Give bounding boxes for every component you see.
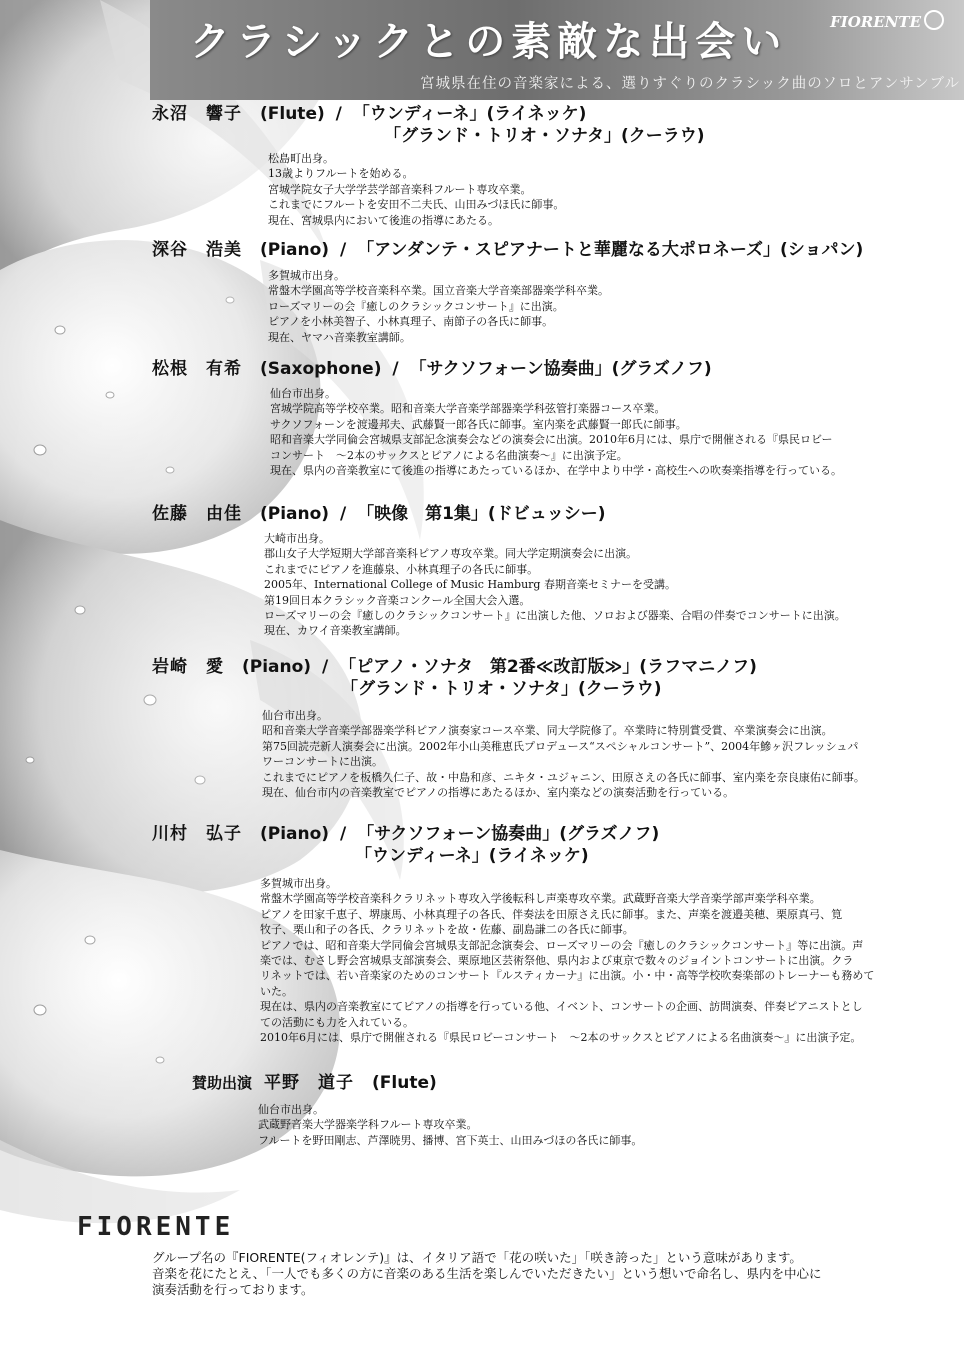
bio-line: 多賀城市出身。 bbox=[260, 877, 337, 890]
bio-line: 2010年6月には、県庁で開催される『県民ロビーコンサート ～2本のサックスとピアノによる名曲演奏～』に出演予定。 bbox=[260, 1031, 862, 1045]
bio-line: ピアノを小林美智子、小林真理子、南節子の各氏に師事。 bbox=[268, 315, 554, 329]
bio-line: 第75回読売新人演奏会に出演。2002年小山美稚恵氏プロデュース“スペシャルコンサート”、2004年鰺ヶ沢フレッシュパ bbox=[262, 739, 859, 753]
performer-work: 「ウンディーネ」(ライネッケ) bbox=[355, 846, 589, 866]
heading-separator: / bbox=[321, 657, 329, 677]
performer-work: 「グランド・トリオ・ソナタ」(クーラウ) bbox=[384, 126, 705, 146]
performer-instrument: (Piano) bbox=[260, 824, 330, 844]
performer-instrument: (Flute) bbox=[260, 104, 325, 124]
bio-line: 松島町出身。 bbox=[268, 152, 334, 165]
performer-work: 「ピアノ・ソナタ 第2番≪改訂版≫」(ラフマニノフ) bbox=[339, 657, 757, 677]
bio-line: 多賀城市出身。 bbox=[268, 269, 345, 282]
bio-line: ピアノを田家千恵子、堺康馬、小林真理子の各氏、伴奏法を田原さえ氏に師事。また、声楽を渡邉美穂、栗原真弓、筧 bbox=[260, 907, 843, 921]
performer-work: 「サクソフォーン協奏曲」(グラズノフ) bbox=[409, 359, 712, 379]
performer-work: 「グランド・トリオ・ソナタ」(クーラウ) bbox=[341, 679, 662, 699]
bio-line: ピアノでは、昭和音楽大学同倫会宮城県支部記念演奏会、ローズマリーの会『癒しのクラシックコンサート』等に出演。声 bbox=[260, 938, 864, 952]
bio-line: 常盤木学園高等学校音楽科卒業。国立音楽大学音楽部器楽学科卒業。 bbox=[268, 284, 609, 298]
performer-heading bbox=[152, 503, 605, 525]
group-title: FIORENTE bbox=[77, 1212, 235, 1242]
performer-name: 松根 有希 bbox=[152, 359, 242, 379]
bio-line: これまでにフルートを安田不二夫氏、山田みづほ氏に師事。 bbox=[268, 198, 565, 212]
bio-line: フルートを野田剛志、芦澤暁男、播博、宮下英士、山田みづほの各氏に師事。 bbox=[258, 1133, 643, 1147]
bio-line: ての活動にも力を入れている。 bbox=[260, 1015, 414, 1029]
bio-line: 楽では、むさし野会宮城県支部演奏会、栗原地区芸術祭他、県内および東京で数々のジョイントコンサートに出演。クラ bbox=[260, 954, 854, 968]
performer-work: 「ウンディーネ」(ライネッケ) bbox=[352, 104, 587, 124]
performer-work: 「映像 第1集」(ドビュッシー) bbox=[357, 504, 606, 524]
heading-separator: / bbox=[339, 240, 347, 260]
bio-line: 昭和音楽大学音楽学部器楽学科ピアノ演奏家コース卒業、同大学院修了。卒業時に特別賞受賞、卒業演奏会に出演。 bbox=[262, 724, 833, 738]
performer-name: 佐藤 由佳 bbox=[152, 504, 242, 524]
bio-line: 仙台市出身。 bbox=[270, 387, 336, 400]
bio-line: 仙台市出身。 bbox=[262, 709, 328, 722]
bio-line: 現在、宮城県内において後進の指導にあたる。 bbox=[268, 213, 499, 227]
performer-name: 永沼 響子 bbox=[152, 104, 242, 124]
performer-entry bbox=[152, 823, 659, 867]
bio-line: これまでにピアノを板橋久仁子、故・中島和彦、ニキタ・ユジャニン、田原さえの各氏に師事、室内楽を奈良康佑に師事。 bbox=[262, 770, 865, 784]
description-line: グループ名の『FIORENTE(フィオレンテ)』は、イタリア語で「花の咲いた」「咲き誇った」という意味があります。 bbox=[152, 1250, 802, 1265]
performer-heading bbox=[192, 1072, 437, 1094]
performer-bio bbox=[268, 151, 564, 228]
brand-logo bbox=[830, 10, 944, 31]
bio-line: 現在、県内の音楽教室にて後進の指導にあたっているほか、在学中より中学・高校生への吹奏楽指導を行っている。 bbox=[270, 464, 842, 478]
guest-label: 賛助出演 bbox=[192, 1074, 253, 1092]
performer-heading bbox=[152, 823, 659, 845]
bio-line: いた。 bbox=[260, 984, 293, 998]
bio-line: 現在、ヤマハ音楽教室講師。 bbox=[268, 330, 411, 344]
performer-heading bbox=[152, 103, 705, 125]
performer-name: 岩崎 愛 bbox=[152, 657, 224, 677]
bio-line: 郡山女子大学短期大学部音楽科ピアノ専攻卒業。同大学定期演奏会に出演。 bbox=[264, 547, 638, 561]
performer-work: 「アンダンテ・スピアナートと華麗なる大ポロネーズ」(ショパン) bbox=[357, 240, 864, 260]
bio-line: 現在は、県内の音楽教室にてピアノの指導を行っている他、イベント、コンサートの企画、訪問演奏、伴奏ピアニストとし bbox=[260, 1000, 863, 1014]
bio-line: 現在、仙台市内の音楽教室でピアノの指導にあたるほか、室内楽などの演奏活動を行っている。 bbox=[262, 786, 735, 800]
bio-line: ワーコンサートに出演。 bbox=[262, 755, 383, 769]
performer-name: 平野 道子 bbox=[264, 1073, 355, 1093]
bio-line: リネットでは、若い音楽家のためのコンサート『ルスティカーナ』に出演。小・中・高等学校吹奏楽部のトレーナーも務めて bbox=[260, 969, 875, 983]
heading-separator: / bbox=[392, 359, 399, 379]
performer-entry bbox=[152, 103, 705, 147]
bio-line: 第19回日本クラシック音楽コンクール全国大会入選。 bbox=[264, 593, 531, 607]
performer-entry bbox=[152, 503, 605, 525]
page-subtitle: 宮城県在住の音楽家による、選りすぐりのクラシック曲のソロとアンサンブル bbox=[420, 76, 961, 92]
bio-line: 宮城学院女子大学学芸学部音楽科フルート専攻卒業。 bbox=[268, 182, 532, 196]
description-line: 音楽を花にたとえ、「一人でも多くの方に音楽のある生活を楽しんでいただきたい」という想いで命名し、県内を中心に bbox=[152, 1266, 822, 1281]
performer-heading bbox=[152, 358, 712, 380]
performer-bio bbox=[270, 386, 842, 478]
performer-name: 川村 弘子 bbox=[152, 824, 242, 844]
bio-line: 13歳よりフルートを始める。 bbox=[268, 167, 414, 181]
bio-line: ローズマリーの会『癒しのクラシックコンサート』に出演した他、ソロおよび器楽、合唱の伴奏でコンサートに出演。 bbox=[264, 609, 846, 623]
performer-name: 深谷 浩美 bbox=[152, 240, 242, 260]
performer-work: 「サクソフォーン協奏曲」(グラズノフ) bbox=[357, 824, 660, 844]
bio-line: サクソフォーンを渡邊邦夫、武藤賢一郎各氏に師事。室内楽を武藤賢一郎氏に師事。 bbox=[270, 417, 687, 431]
performer-bio bbox=[260, 876, 874, 1045]
bio-line: 宮城学院高等学校卒業。昭和音楽大学音楽学部器楽学科弦管打楽器コース卒業。 bbox=[270, 402, 666, 416]
bio-line: コンサート ～2本のサックスとピアノによる名曲演奏～』に出演予定。 bbox=[270, 448, 628, 462]
performer-heading bbox=[152, 656, 757, 678]
performer-entry bbox=[152, 656, 757, 700]
performer-instrument: (Saxophone) bbox=[260, 359, 382, 379]
performer-instrument: (Piano) bbox=[260, 504, 330, 524]
bio-line: ローズマリーの会『癒しのクラシックコンサート』に出演。 bbox=[268, 299, 564, 313]
performer-heading bbox=[152, 239, 863, 261]
performer-bio bbox=[264, 531, 846, 639]
bio-line: 2005年、International College of Music Hamburg 春期音楽セミナーを受講。 bbox=[264, 578, 676, 592]
heading-separator: / bbox=[339, 824, 347, 844]
description-line: 演奏活動を行っております。 bbox=[152, 1282, 314, 1297]
performer-entry bbox=[152, 358, 712, 380]
guest-performer-entry bbox=[192, 1072, 437, 1094]
brand-logo-text: FIORENTE bbox=[830, 13, 921, 31]
bio-line: 仙台市出身。 bbox=[258, 1103, 324, 1116]
bio-line: 現在、カワイ音楽教室講師。 bbox=[264, 624, 407, 638]
page-title: クラシックとの素敵な出会い bbox=[190, 18, 788, 65]
performer-bio bbox=[262, 708, 865, 800]
bio-line: 昭和音楽大学同倫会宮城県支部記念演奏会などの演奏会に出演。2010年6月には、県庁で開催される『県民ロビー bbox=[270, 433, 833, 447]
heading-separator: / bbox=[339, 504, 347, 524]
performer-instrument: (Flute) bbox=[372, 1073, 437, 1093]
bio-line: 常盤木学園高等学校音楽科クラリネット専攻入学後転科し声楽専攻卒業。武蔵野音楽大学音楽学部声楽学科卒業。 bbox=[260, 892, 821, 906]
performer-entry bbox=[152, 239, 863, 261]
performer-instrument: (Piano) bbox=[260, 240, 330, 260]
performer-bio bbox=[258, 1102, 642, 1148]
performer-instrument: (Piano) bbox=[242, 657, 312, 677]
group-description bbox=[152, 1250, 822, 1298]
performer-bio bbox=[268, 268, 609, 345]
bio-line: 牧子、栗山和子の各氏、クラリネットを故・佐藤、副島謙二の各氏に師事。 bbox=[260, 923, 634, 937]
bio-line: 大崎市出身。 bbox=[264, 532, 330, 545]
bio-line: 武蔵野音楽大学器楽学科フルート専攻卒業。 bbox=[258, 1118, 478, 1132]
flower-icon bbox=[924, 10, 944, 30]
heading-separator: / bbox=[335, 104, 342, 124]
bio-line: これまでにピアノを進藤泉、小林真理子の各氏に師事。 bbox=[264, 562, 539, 576]
